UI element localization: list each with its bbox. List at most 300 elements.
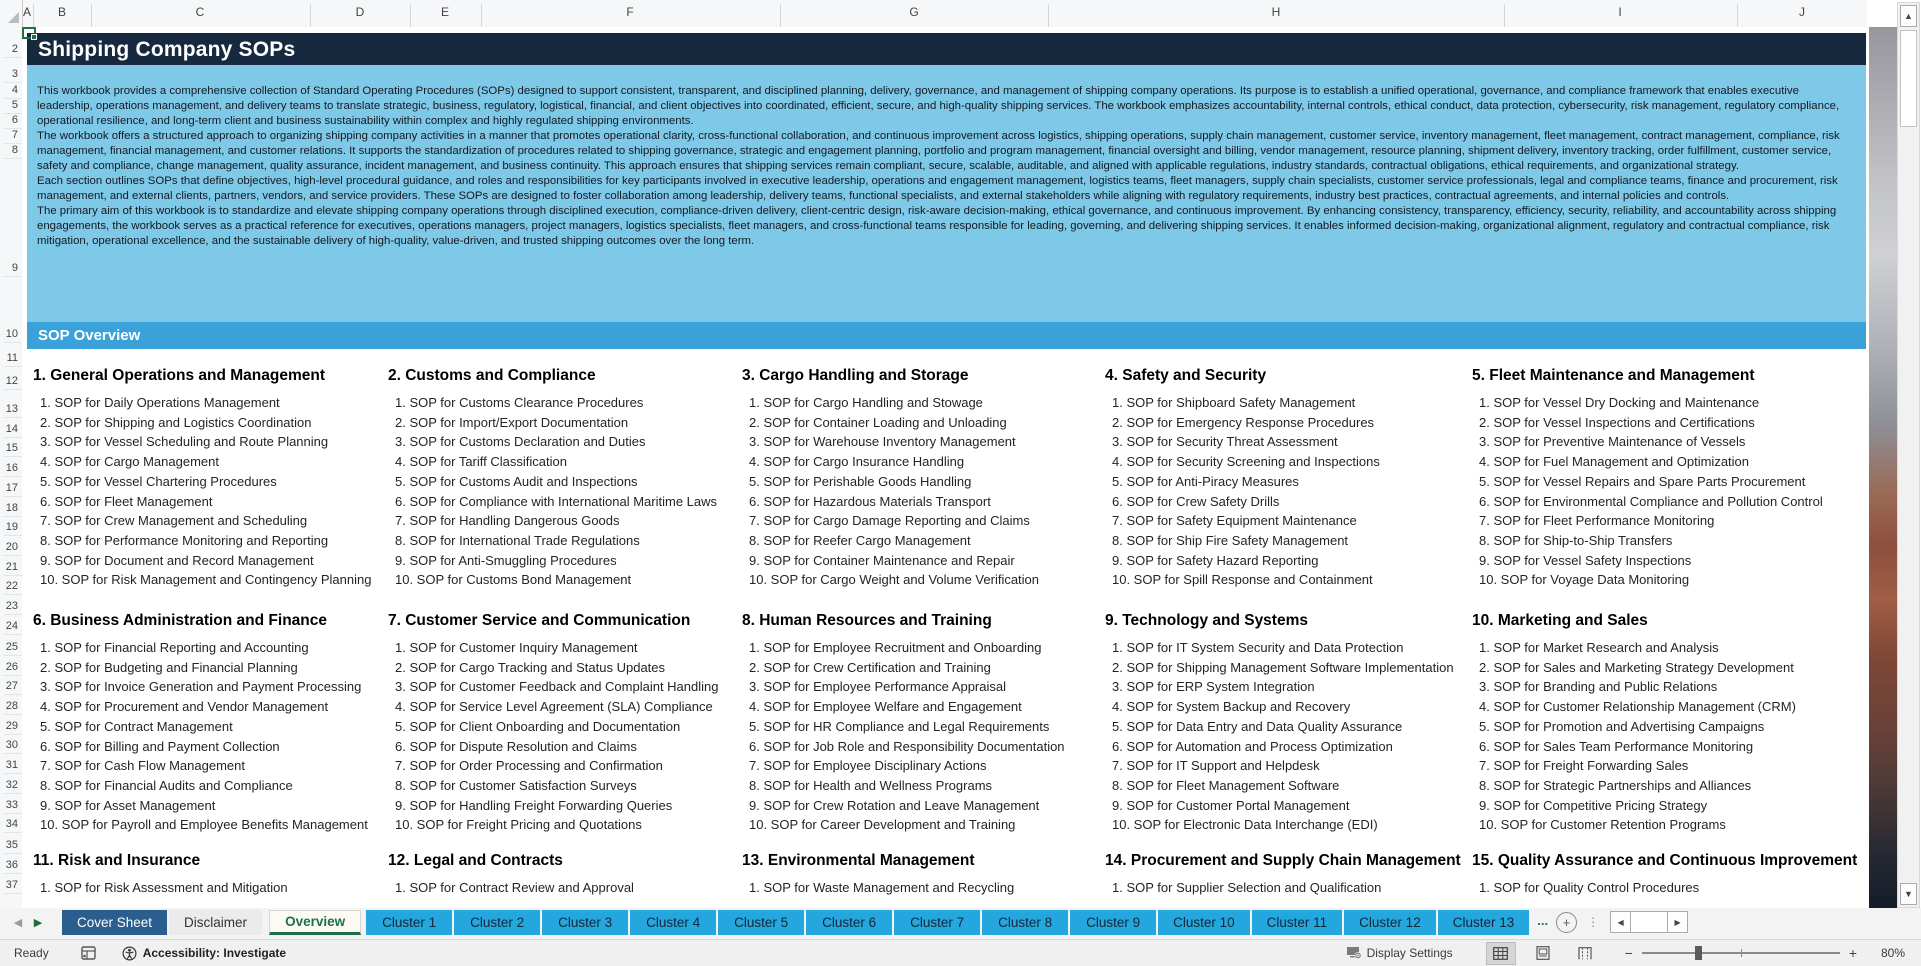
sop-list-item: 4. SOP for Fuel Management and Optimization — [1479, 454, 1750, 470]
sop-group — [388, 612, 742, 835]
row-gridline — [4, 655, 22, 656]
scroll-right-button[interactable] — [1667, 911, 1688, 933]
sop-group-title: 4. Safety and Security — [1105, 367, 1267, 384]
sop-list-item: 5. SOP for Contract Management — [40, 718, 233, 734]
sop-group-title: 11. Risk and Insurance — [33, 852, 201, 869]
row-header-13[interactable]: 13 — [5, 403, 18, 415]
row-header-28[interactable]: 28 — [5, 700, 18, 712]
description-paragraph-2: The workbook offers a structured approach to organizing shipping company activities in a manner that promotes operational clarity, cross-functional collaboration, and continuous improvement across logistics, shipping operations, supply chain management, customer service, inventory management, fleet management, contract management, compliance, risk management, financial management, and customer relations. It supports the standardization of procedures related to shipping governance, strategic and engagement planning, portfolio and program management, financial oversight and billing, vendor management, resource planning, shipment delivery, inventory tracking, order fulfillment, customer service, safety and compliance, change management, quality assurance, incident management, and business continuity. This approach ensures that shipping services remain compliant, secure, scalable, auditable, and aligned with applicable regulations, industry standards, contractual obligations, ethical requirements, and organizational strategy. — [37, 130, 1840, 172]
sop-list-item: 8. SOP for Fleet Management Software — [1112, 777, 1340, 793]
vertical-scroll-thumb[interactable] — [1900, 30, 1917, 127]
row-gridline — [4, 555, 22, 556]
zoom-slider[interactable] — [1625, 945, 1857, 961]
scroll-left-button[interactable] — [1610, 911, 1631, 933]
sop-group-title: 8. Human Resources and Training — [742, 612, 992, 629]
row-gridline — [4, 158, 22, 159]
sop-list — [1105, 393, 1472, 590]
description-paragraph-1: This workbook provides a comprehensive collection of Standard Operating Procedures (SOPs) designed to support consistent, transparent, and disciplined planning, delivery, governance, and management of shipping company operations. Its purpose is to establish a unified operational, governance, and compliance framework that enables executive leadership, operations management, and delivery teams to translate strategic, business, regulatory, logistical, financial, and client objectives into coordinated, efficient, secure, and high-quality shipping services. The workbook emphasizes accountability, internal controls, ethical conduct, data protection, cybersecurity, risk management, regulatory compliance, operational resilience, and long-term client and business sustainability within complex and highly regulated shipping environments. — [37, 85, 1840, 127]
sheet-tab-overview[interactable]: Overview — [269, 910, 361, 935]
row-header-34[interactable]: 34 — [5, 818, 18, 830]
column-header-H[interactable]: H — [1271, 5, 1281, 19]
row-header-17[interactable]: 17 — [5, 482, 18, 494]
row-gridline — [4, 516, 22, 517]
display-settings-icon — [1346, 946, 1362, 960]
sop-list-item: 5. SOP for Customs Audit and Inspections — [395, 473, 638, 489]
sop-group — [742, 852, 1105, 898]
row-header-35[interactable]: 35 — [5, 839, 18, 851]
row-gridline — [4, 417, 22, 418]
workbook-title: Shipping Company SOPs — [27, 33, 1866, 65]
sop-list-item: 10. SOP for Risk Management and Contingency Planning — [40, 572, 372, 588]
sop-list-item: 10. SOP for Cargo Weight and Volume Verification — [749, 572, 1040, 588]
new-sheet-button[interactable]: + — [1556, 912, 1577, 933]
sop-list — [742, 878, 1105, 898]
zoom-slider-thumb[interactable] — [1695, 946, 1702, 960]
sop-list-item: 6. SOP for Fleet Management — [40, 493, 213, 509]
sop-list-item: 5. SOP for Perishable Goods Handling — [749, 473, 972, 489]
sop-list-item: 5. SOP for Client Onboarding and Documentation — [395, 718, 681, 734]
sop-list-item: 8. SOP for Ship Fire Safety Management — [1112, 532, 1349, 548]
column-header-A[interactable]: A — [22, 5, 32, 19]
sop-list-item: 8. SOP for International Trade Regulations — [395, 532, 640, 548]
sheet-tab-cluster-8[interactable]: Cluster 8 — [982, 910, 1068, 935]
sop-group — [1472, 852, 1866, 898]
row-gridline — [4, 594, 22, 595]
column-gridline — [1504, 4, 1505, 27]
sop-list — [742, 638, 1105, 835]
row-gridline — [4, 853, 22, 854]
row-gridline — [4, 714, 22, 715]
sop-list-item: 1. SOP for Shipboard Safety Management — [1112, 395, 1356, 410]
row-header-14[interactable]: 14 — [5, 423, 18, 435]
sop-list-item: 9. SOP for Competitive Pricing Strategy — [1479, 797, 1708, 813]
page-layout-view-icon — [1536, 946, 1550, 960]
accessibility-label: Accessibility: Investigate — [142, 946, 287, 960]
sheet-tab-cluster-3[interactable]: Cluster 3 — [542, 910, 628, 935]
sheet-nav-left-icon[interactable]: ◀ — [13, 917, 23, 929]
sop-list-item: 7. SOP for Order Processing and Confirmation — [395, 758, 663, 774]
sop-list-item: 2. SOP for Emergency Response Procedures — [1112, 414, 1375, 430]
sop-list-item: 5. SOP for Data Entry and Data Quality Assurance — [1112, 718, 1403, 734]
sop-list-item: 8. SOP for Performance Monitoring and Reporting — [40, 532, 329, 548]
sop-list-item: 6. SOP for Sales Team Performance Monitoring — [1479, 738, 1754, 754]
column-header-B[interactable]: B — [57, 5, 67, 19]
sheet-tab-cluster-10[interactable]: Cluster 10 — [1158, 910, 1250, 935]
normal-view-button[interactable] — [1487, 943, 1515, 964]
sop-list-item: 3. SOP for Invoice Generation and Payment Processing — [40, 679, 362, 695]
sop-list-item: 1. SOP for Risk Assessment and Mitigation — [40, 880, 288, 895]
row-gridline — [4, 893, 22, 894]
sop-list-item: 10. SOP for Spill Response and Containment — [1112, 572, 1373, 588]
row-headers[interactable] — [0, 27, 23, 908]
horizontal-scrollbar[interactable] — [1610, 911, 1688, 933]
row-header-22[interactable]: 22 — [5, 580, 18, 592]
sop-list — [1472, 878, 1866, 898]
row-header-25[interactable]: 25 — [5, 641, 18, 653]
row-header-2[interactable]: 2 — [11, 43, 18, 55]
sop-list-item: 7. SOP for Crew Management and Scheduling — [40, 513, 308, 529]
row-gridline — [4, 82, 22, 83]
column-header-J[interactable]: J — [1799, 5, 1805, 19]
column-header-G[interactable]: G — [909, 5, 919, 19]
sop-list-item: 2. SOP for Import/Export Documentation — [395, 414, 629, 430]
sop-group-title: 5. Fleet Maintenance and Management — [1472, 367, 1755, 384]
row-gridline — [4, 496, 22, 497]
row-gridline — [4, 753, 22, 754]
tab-overflow-handle[interactable]: ⋮ — [1587, 915, 1601, 929]
scroll-right-icon: ▶ — [1674, 917, 1681, 927]
sop-list-item: 9. SOP for Anti-Smuggling Procedures — [395, 552, 617, 568]
sop-group-title: 1. General Operations and Management — [33, 367, 325, 384]
sop-list — [1472, 393, 1866, 590]
sop-list-item: 1. SOP for IT System Security and Data Protection — [1112, 640, 1404, 655]
column-header-E[interactable]: E — [440, 5, 450, 19]
sop-group-row-1 — [27, 367, 1866, 590]
sop-list-item: 5. SOP for Vessel Repairs and Spare Parts Procurement — [1479, 473, 1806, 489]
sop-list-item: 2. SOP for Shipping Management Software Implementation — [1112, 659, 1454, 675]
row-gridline — [4, 773, 22, 774]
row-header-6[interactable]: 6 — [11, 114, 18, 126]
sop-list-item: 2. SOP for Cargo Tracking and Status Updates — [395, 659, 666, 675]
more-sheets-ellipsis[interactable]: ... — [1537, 913, 1549, 928]
page-break-view-icon — [1578, 947, 1592, 960]
sop-list-item: 1. SOP for Cargo Handling and Stowage — [749, 395, 983, 410]
page-layout-view-button[interactable] — [1529, 943, 1557, 964]
active-cell-selection[interactable] — [22, 27, 36, 39]
sop-list-item: 10. SOP for Electronic Data Interchange (EDI) — [1112, 817, 1378, 833]
row-header-37[interactable]: 37 — [5, 879, 18, 891]
sop-list-item: 1. SOP for Daily Operations Management — [40, 395, 280, 410]
row-header-31[interactable]: 31 — [5, 759, 18, 771]
row-gridline — [4, 57, 22, 58]
row-gridline — [4, 476, 22, 477]
sheet-tab-cluster-12[interactable]: Cluster 12 — [1344, 910, 1436, 935]
sop-list — [1105, 878, 1472, 898]
sheet-tab-cluster-7[interactable]: Cluster 7 — [894, 910, 980, 935]
row-header-3[interactable]: 3 — [11, 68, 18, 80]
sop-list-item: 4. SOP for Employee Welfare and Engagement — [749, 699, 1022, 715]
sop-group-title: 2. Customs and Compliance — [388, 367, 596, 384]
sop-groups-area — [27, 349, 1866, 908]
sop-list-item: 5. SOP for Vessel Chartering Procedures — [40, 473, 277, 489]
row-gridline — [4, 575, 22, 576]
accessibility-status[interactable] — [122, 946, 286, 961]
sop-list — [388, 878, 742, 898]
sop-group — [742, 367, 1105, 590]
column-gridline — [91, 4, 92, 27]
sop-list-item: 9. SOP for Customer Portal Management — [1112, 797, 1350, 813]
sop-list — [33, 393, 388, 590]
row-header-32[interactable]: 32 — [5, 779, 18, 791]
sop-list-item: 1. SOP for Supplier Selection and Qualification — [1112, 880, 1382, 895]
row-header-9[interactable]: 9 — [11, 262, 18, 274]
sop-list-item: 2. SOP for Crew Certification and Training — [749, 659, 991, 675]
row-gridline — [4, 389, 22, 390]
sop-list-item: 6. SOP for Compliance with International Maritime Laws — [395, 493, 718, 509]
column-gridline — [310, 4, 311, 27]
sop-group — [33, 612, 388, 835]
row-header-30[interactable]: 30 — [5, 739, 18, 751]
sop-list-item: 9. SOP for Document and Record Management — [40, 552, 314, 568]
sop-list-item: 5. SOP for Anti-Piracy Measures — [1112, 473, 1299, 489]
sop-list-item: 9. SOP for Handling Freight Forwarding Queries — [395, 797, 673, 813]
sop-group-title: 7. Customer Service and Communication — [388, 612, 691, 629]
sheet-tab-disclaimer[interactable]: Disclaimer — [169, 910, 262, 935]
sop-list-item: 6. SOP for Automation and Process Optimization — [1112, 738, 1393, 754]
column-gridline — [1737, 4, 1738, 27]
column-headers[interactable] — [0, 0, 1867, 28]
sop-list-item: 7. SOP for Employee Disciplinary Actions — [749, 758, 987, 774]
row-header-11[interactable]: 11 — [6, 352, 18, 364]
page-break-view-button[interactable] — [1571, 943, 1599, 964]
row-header-16[interactable]: 16 — [5, 462, 18, 474]
sop-group-row-2 — [27, 612, 1866, 835]
sop-list-item: 4. SOP for Procurement and Vendor Management — [40, 699, 329, 715]
sop-list-item: 6. SOP for Crew Safety Drills — [1112, 493, 1280, 509]
sop-group — [33, 852, 388, 898]
sop-group-title: 9. Technology and Systems — [1105, 612, 1308, 629]
sop-group — [388, 852, 742, 898]
sheet-tab-cluster-4[interactable]: Cluster 4 — [630, 910, 716, 935]
sop-list-item: 10. SOP for Voyage Data Monitoring — [1479, 572, 1690, 588]
row-header-24[interactable]: 24 — [5, 620, 18, 632]
row-header-20[interactable]: 20 — [5, 541, 18, 553]
row-header-27[interactable]: 27 — [5, 680, 18, 692]
column-gridline — [481, 4, 482, 27]
sheet-tab-cover-sheet[interactable]: Cover Sheet — [62, 910, 167, 935]
sop-list-item: 6. SOP for Environmental Compliance and Pollution Control — [1479, 493, 1823, 509]
background-photo-strip — [1869, 27, 1897, 908]
vertical-scrollbar[interactable] — [1897, 2, 1920, 908]
sop-list-item: 1. SOP for Employee Recruitment and Onboarding — [749, 640, 1042, 655]
sop-list — [388, 393, 742, 590]
sop-list-item: 1. SOP for Waste Management and Recycling — [749, 880, 1015, 895]
macro-record-icon[interactable] — [81, 946, 96, 960]
sop-list-item: 8. SOP for Customer Satisfaction Surveys — [395, 777, 637, 793]
sop-list-item: 5. SOP for HR Compliance and Legal Requirements — [749, 718, 1050, 734]
sop-list-item: 10. SOP for Freight Pricing and Quotations — [395, 817, 642, 833]
worksheet — [22, 27, 1867, 908]
sop-group — [1472, 367, 1866, 590]
sop-list-item: 4. SOP for Service Level Agreement (SLA) Compliance — [395, 699, 713, 715]
row-header-33[interactable]: 33 — [5, 799, 18, 811]
scroll-left-icon: ◀ — [1617, 917, 1624, 927]
column-header-F[interactable]: F — [626, 5, 634, 19]
sheet-tab-cluster-13[interactable]: Cluster 13 — [1438, 910, 1530, 935]
accessibility-icon — [122, 946, 137, 961]
sop-list-item: 7. SOP for Cash Flow Management — [40, 758, 245, 774]
sop-list-item: 3. SOP for Preventive Maintenance of Vessels — [1479, 434, 1746, 450]
sop-group — [1105, 852, 1472, 898]
row-gridline — [4, 694, 22, 695]
select-all-corner[interactable] — [0, 0, 23, 26]
row-header-7[interactable]: 7 — [11, 129, 18, 141]
sop-list-item: 8. SOP for Strategic Partnerships and Alliances — [1479, 777, 1752, 793]
row-header-5[interactable]: 5 — [11, 99, 18, 111]
row-gridline — [4, 675, 22, 676]
display-settings-button[interactable] — [1346, 946, 1453, 960]
sop-list-item: 4. SOP for Security Screening and Inspections — [1112, 454, 1380, 470]
scroll-down-button[interactable] — [1900, 883, 1917, 905]
sop-list-item: 8. SOP for Ship-to-Ship Transfers — [1479, 532, 1673, 548]
sop-list-item: 1. SOP for Vessel Dry Docking and Maintenance — [1479, 395, 1760, 410]
sop-list — [1105, 638, 1472, 835]
sop-list-item: 6. SOP for Dispute Resolution and Claims — [395, 738, 637, 754]
sop-list-item: 1. SOP for Market Research and Analysis — [1479, 640, 1719, 655]
sop-list — [388, 638, 742, 835]
sop-list-item: 2. SOP for Shipping and Logistics Coordination — [40, 414, 312, 430]
zoom-out-icon[interactable]: − — [1624, 945, 1633, 961]
normal-view-icon — [1493, 947, 1508, 960]
column-header-I[interactable]: I — [1618, 5, 1622, 19]
sop-list-item: 1. SOP for Contract Review and Approval — [395, 880, 634, 895]
zoom-slider-track[interactable] — [1642, 952, 1840, 954]
row-gridline — [4, 813, 22, 814]
status-bar — [0, 939, 1921, 966]
row-gridline — [4, 366, 22, 367]
sop-list-item: 2. SOP for Sales and Marketing Strategy Development — [1479, 659, 1794, 675]
sop-list-item: 9. SOP for Crew Rotation and Leave Management — [749, 797, 1040, 813]
sop-list-item: 7. SOP for Safety Equipment Maintenance — [1112, 513, 1357, 529]
sheet-tab-cluster-9[interactable]: Cluster 9 — [1070, 910, 1156, 935]
sop-list-item: 4. SOP for Tariff Classification — [395, 454, 567, 470]
row-gridline — [4, 342, 22, 343]
sop-list-item: 7. SOP for Cargo Damage Reporting and Claims — [749, 513, 1030, 529]
sop-list-item: 4. SOP for System Backup and Recovery — [1112, 699, 1351, 715]
scroll-down-icon: ▼ — [1904, 889, 1913, 899]
sop-list-item: 1. SOP for Customs Clearance Procedures — [395, 395, 644, 410]
sheet-nav-right-icon[interactable]: ▶ — [33, 917, 43, 929]
horizontal-scroll-thumb[interactable] — [1631, 911, 1667, 933]
row-gridline — [4, 832, 22, 833]
sop-list-item: 3. SOP for Security Threat Assessment — [1112, 434, 1338, 450]
sop-list-item: 7. SOP for Fleet Performance Monitoring — [1479, 513, 1715, 529]
column-header-C[interactable]: C — [195, 5, 205, 19]
sop-list-item: 2. SOP for Budgeting and Financial Planning — [40, 659, 298, 675]
column-header-D[interactable]: D — [355, 5, 365, 19]
row-header-10[interactable]: 10 — [5, 328, 18, 340]
sop-list-item: 3. SOP for Customs Declaration and Duties — [395, 434, 646, 450]
row-header-21[interactable]: 21 — [5, 561, 18, 573]
sop-list — [1472, 638, 1866, 835]
sheet-tab-cluster-2[interactable]: Cluster 2 — [454, 910, 540, 935]
row-header-29[interactable]: 29 — [5, 720, 18, 732]
zoom-in-icon[interactable]: + — [1848, 945, 1857, 961]
sop-list-item: 8. SOP for Financial Audits and Compliance — [40, 777, 293, 793]
row-header-12[interactable]: 12 — [5, 375, 18, 387]
sheet-tab-cluster-1[interactable]: Cluster 1 — [366, 910, 452, 935]
sop-list-item: 6. SOP for Job Role and Responsibility Documentation — [749, 738, 1065, 754]
zoom-100-tick — [1741, 949, 1742, 957]
row-header-15[interactable]: 15 — [5, 442, 18, 454]
row-header-4[interactable]: 4 — [11, 84, 18, 96]
row-gridline — [4, 276, 22, 277]
display-settings-label: Display Settings — [1366, 946, 1453, 960]
zoom-level[interactable]: 80% — [1880, 946, 1905, 960]
row-header-19[interactable]: 19 — [5, 521, 18, 533]
sop-group-title: 3. Cargo Handling and Storage — [742, 367, 969, 384]
sheet-tab-cluster-11[interactable]: Cluster 11 — [1252, 910, 1343, 935]
sop-group-title: 6. Business Administration and Finance — [33, 612, 327, 629]
scroll-up-button[interactable] — [1900, 5, 1917, 27]
sop-overview-heading: SOP Overview — [27, 322, 1866, 349]
sop-list-item: 1. SOP for Financial Reporting and Accounting — [40, 640, 309, 655]
row-gridline — [4, 634, 22, 635]
row-gridline — [4, 614, 22, 615]
sop-list-item: 2. SOP for Vessel Inspections and Certifications — [1479, 414, 1755, 430]
sop-list-item: 8. SOP for Health and Wellness Programs — [749, 777, 993, 793]
fill-handle[interactable] — [31, 34, 37, 40]
sop-list-item: 4. SOP for Cargo Insurance Handling — [749, 454, 965, 470]
sop-list-item: 9. SOP for Container Maintenance and Repair — [749, 552, 1015, 568]
sop-list-item: 9. SOP for Safety Hazard Reporting — [1112, 552, 1319, 568]
sop-group-title: 14. Procurement and Supply Chain Management — [1105, 852, 1461, 869]
sop-group — [388, 367, 742, 590]
sop-list-item: 7. SOP for Handling Dangerous Goods — [395, 513, 620, 529]
sop-group — [1105, 612, 1472, 835]
sop-list-item: 3. SOP for Employee Performance Appraisal — [749, 679, 1006, 695]
sop-list-item: 2. SOP for Container Loading and Unloading — [749, 414, 1007, 430]
sop-list-item: 1. SOP for Customer Inquiry Management — [395, 640, 638, 655]
row-gridline — [4, 734, 22, 735]
sheet-tab-strip — [0, 908, 1921, 939]
sop-list — [33, 878, 388, 898]
sop-group — [33, 367, 388, 590]
sop-list-item: 6. SOP for Billing and Payment Collection — [40, 738, 280, 754]
description-paragraph-4: The primary aim of this workbook is to standardize and elevate shipping company operations through disciplined execution, compliance-driven delivery, client-centric design, risk-aware decision-making, ethical governance, and continuous improvement. By enhancing consistency, transparency, efficiency, security, reliability, and accountability across shipping engagements, the workbook serves as a practical reference for executives, operations managers, project managers, logistics specialists, fleet managers, and cross-functional teams responsible for leading, governing, and delivering shipping services. It enables informed decision-making, organizational alignment, regulatory and contractual compliance, risk mitigation, operational excellence, and the sustainable delivery of high-quality, value-driven, and trusted shipping outcomes over the long term. — [37, 205, 1837, 247]
sop-list-item: 10. SOP for Payroll and Employee Benefits Management — [40, 817, 368, 833]
sop-list-item: 4. SOP for Customer Relationship Management (CRM) — [1479, 699, 1796, 715]
sop-list-item: 3. SOP for Warehouse Inventory Management — [749, 434, 1016, 450]
column-gridline — [1048, 4, 1049, 27]
column-gridline — [33, 4, 34, 27]
row-gridline — [4, 437, 22, 438]
sop-group-title: 10. Marketing and Sales — [1472, 612, 1648, 629]
column-gridline — [410, 4, 411, 27]
sheet-tab-cluster-5[interactable]: Cluster 5 — [718, 910, 804, 935]
row-gridline — [4, 535, 22, 536]
sop-list-item: 10. SOP for Customer Retention Programs — [1479, 817, 1726, 833]
sop-list-item: 7. SOP for IT Support and Helpdesk — [1112, 758, 1320, 774]
sop-list-item: 3. SOP for Customer Feedback and Complaint Handling — [395, 679, 719, 695]
workbook-description — [27, 65, 1866, 322]
column-gridline — [780, 4, 781, 27]
sop-group-title: 13. Environmental Management — [742, 852, 975, 869]
row-header-8[interactable]: 8 — [11, 144, 18, 156]
sop-list — [33, 638, 388, 835]
sop-group — [742, 612, 1105, 835]
sop-list-item: 10. SOP for Customs Bond Management — [395, 572, 632, 588]
row-gridline — [4, 873, 22, 874]
sop-group — [1472, 612, 1866, 835]
sop-list — [742, 393, 1105, 590]
sop-group-row-3 — [27, 852, 1866, 898]
row-header-18[interactable]: 18 — [5, 502, 18, 514]
row-header-36[interactable]: 36 — [5, 859, 18, 871]
sop-list-item: 8. SOP for Reefer Cargo Management — [749, 532, 971, 548]
row-gridline — [4, 793, 22, 794]
row-header-23[interactable]: 23 — [5, 600, 18, 612]
description-paragraph-3: Each section outlines SOPs that define objectives, high-level procedural guidance, and roles and responsibilities for key participants involved in executive leadership, operations and engagement management, logistics teams, fleet managers, supply chain specialists, customer service professionals, legal and compliance teams, finance and procurement, risk management, and external clients, partners, vendors, and service providers. These SOPs are designed to foster collaboration among leadership, delivery teams, functional specialists, and external stakeholders while aligning with regulatory requirements, industry best practices, contractual agreements, and internal policies and controls. — [37, 175, 1838, 202]
sop-group-title: 15. Quality Assurance and Continuous Improvement — [1472, 852, 1858, 869]
sop-list-item: 3. SOP for Branding and Public Relations — [1479, 679, 1718, 695]
status-ready-label: Ready — [14, 946, 49, 960]
sop-list-item: 9. SOP for Vessel Safety Inspections — [1479, 552, 1692, 568]
row-header-26[interactable]: 26 — [5, 661, 18, 673]
sheet-tab-cluster-6[interactable]: Cluster 6 — [806, 910, 892, 935]
sop-list-item: 1. SOP for Quality Control Procedures — [1479, 880, 1700, 895]
sop-list-item: 3. SOP for Vessel Scheduling and Route Planning — [40, 434, 329, 450]
